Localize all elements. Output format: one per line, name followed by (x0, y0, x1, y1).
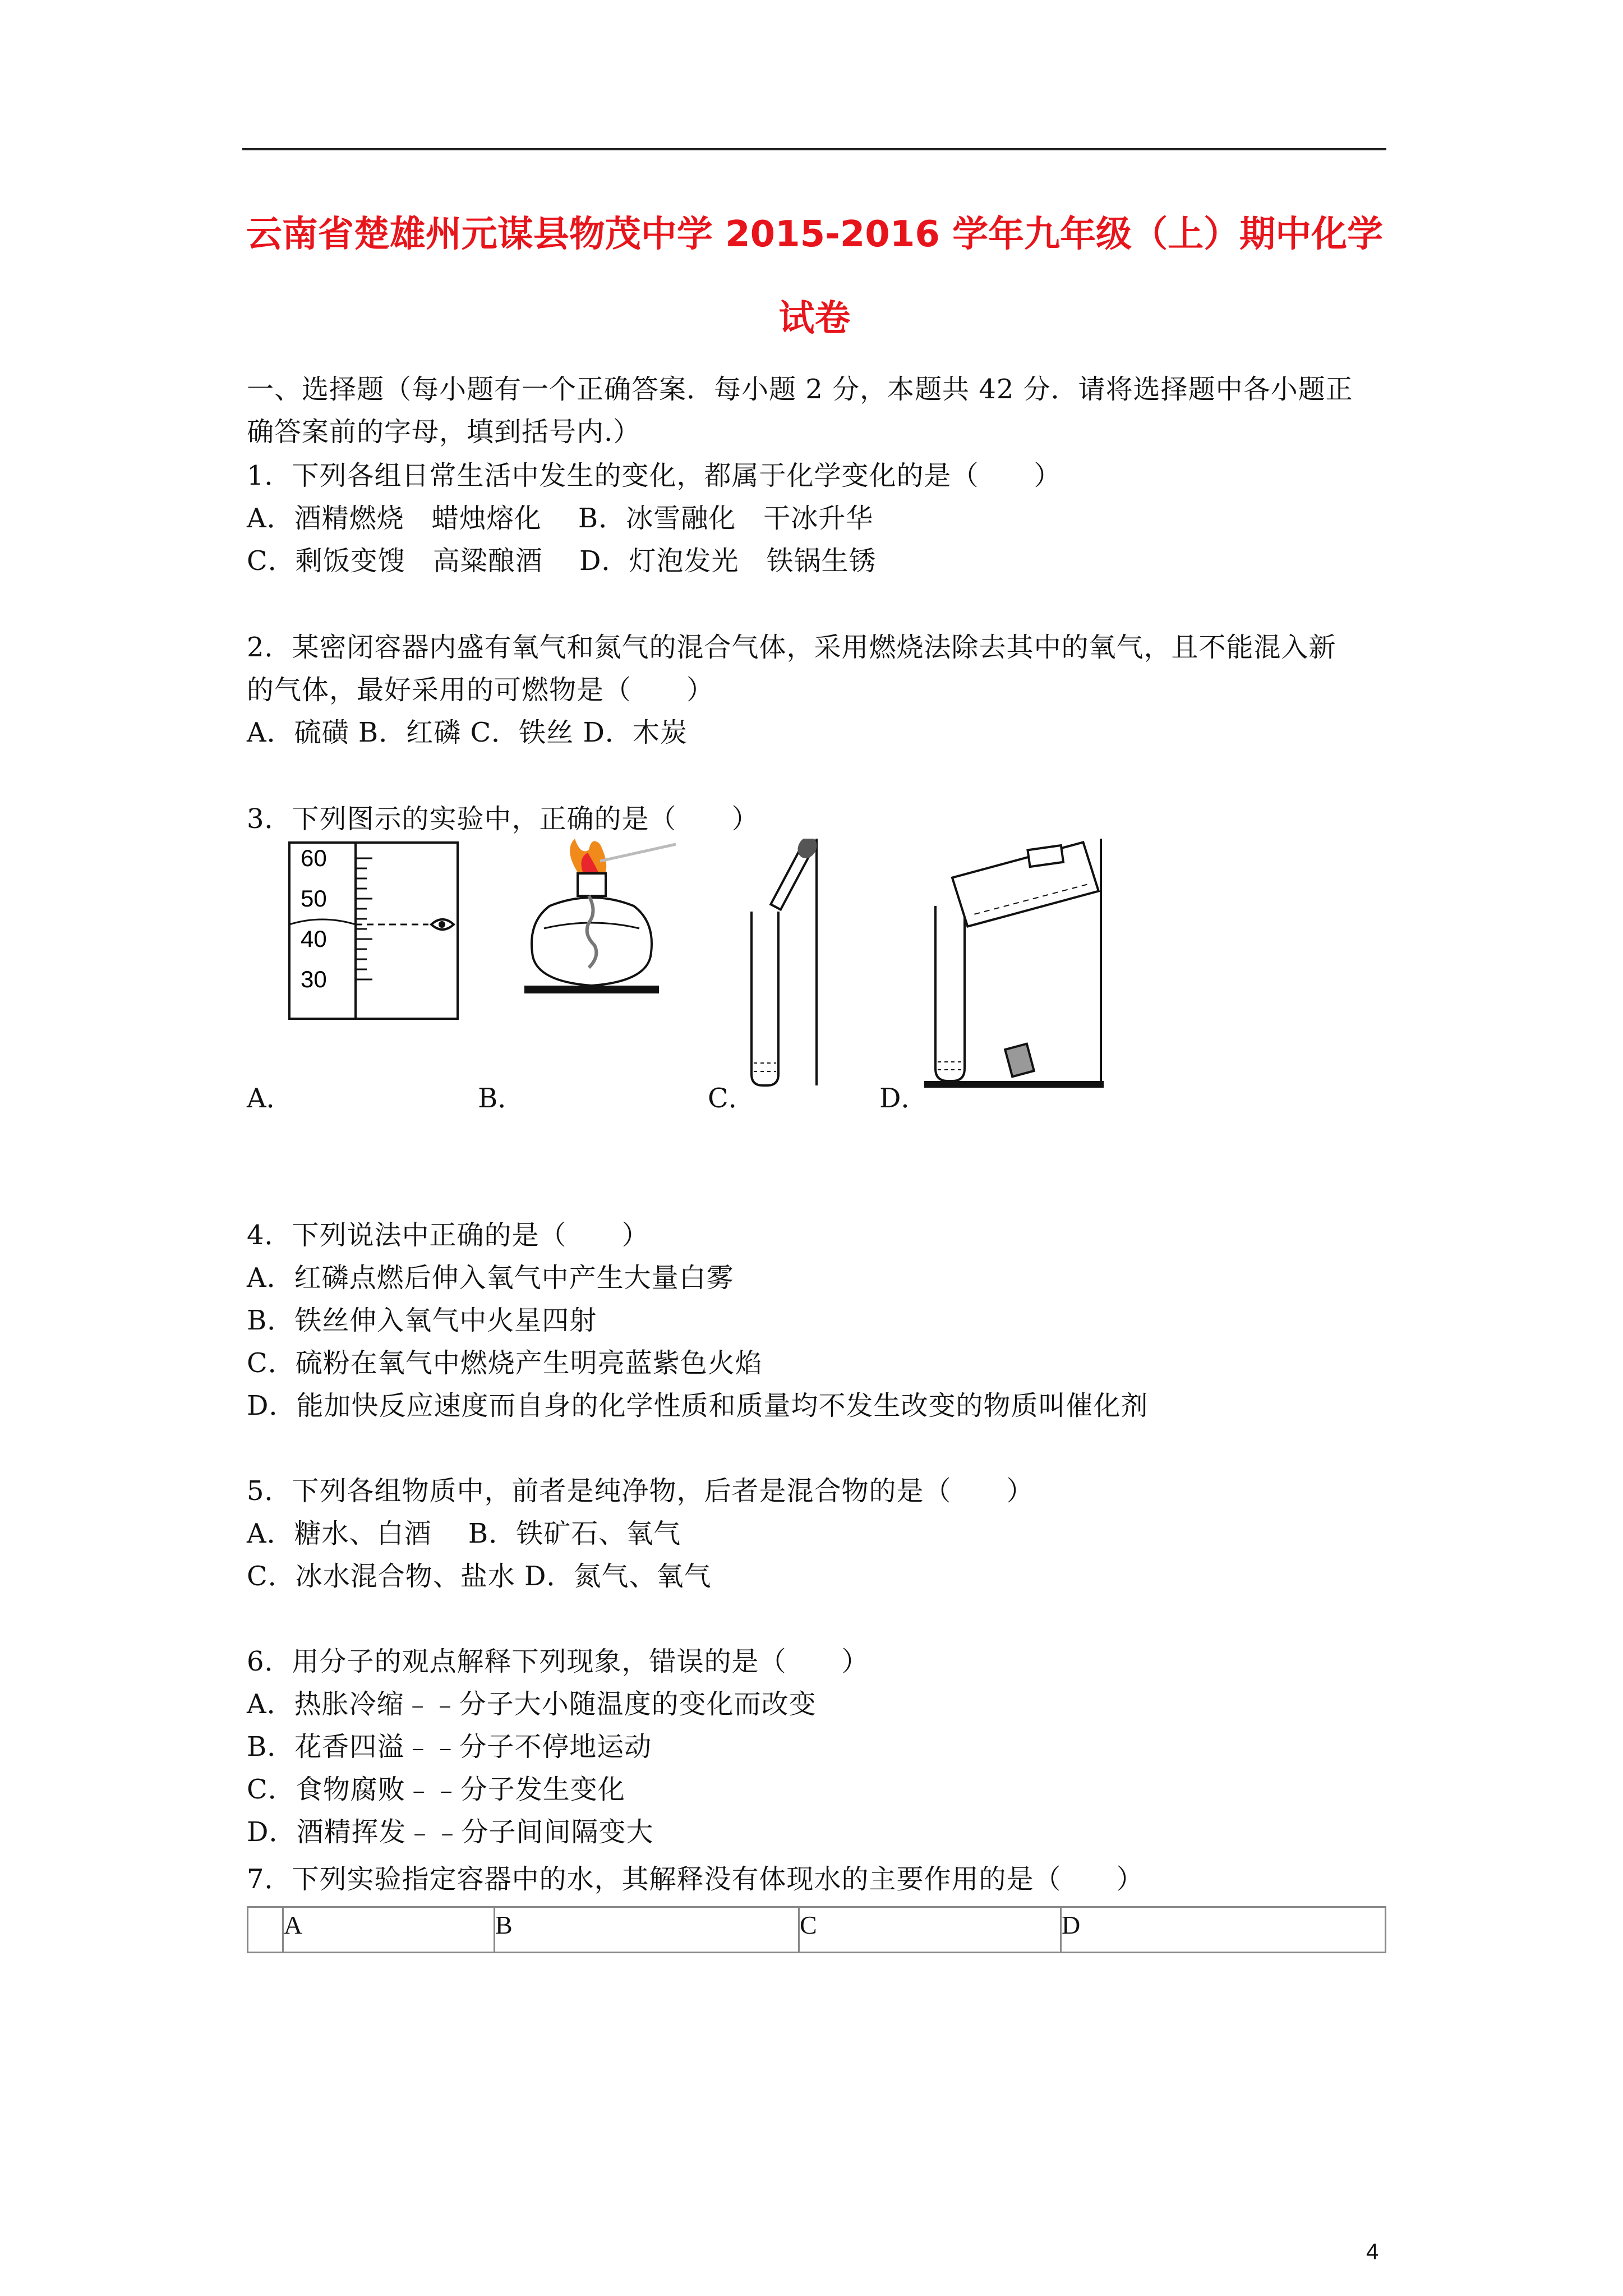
q4-option-d: D．能加快反应速度而自身的化学性质和质量均不发生改变的物质叫催化剂 (247, 1390, 1149, 1421)
q4-option-a: A．红磷点燃后伸入氧气中产生大量白雾 (247, 1262, 734, 1294)
table-header-d: D (1061, 1907, 1386, 1953)
q7-stem: 7．下列实验指定容器中的水，其解释没有体现水的主要作用的是（ ） (247, 1864, 1144, 1895)
q3-label-a: A． (247, 1083, 293, 1114)
table-row (248, 1907, 1386, 1953)
q6-stem: 6．用分子的观点解释下列现象，错误的是（ ） (247, 1646, 869, 1677)
page-number: 4 (1366, 2239, 1379, 2264)
page-title-line2: 试卷 (778, 298, 851, 339)
cylinder-tick-60: 60 (301, 845, 327, 871)
section-heading-line2: 确答案前的字母，填到括号内.） (247, 416, 641, 448)
q3-label-d: D． (879, 1083, 928, 1114)
q3-figure-a-cylinder (288, 841, 462, 1021)
q3-label-b: B． (478, 1083, 525, 1114)
q4-stem: 4．下列说法中正确的是（ ） (247, 1220, 649, 1251)
q3-stem: 3．下列图示的实验中，正确的是（ ） (247, 803, 759, 835)
table-header-b: B (495, 1907, 799, 1953)
q2-stem-line1: 2．某密闭容器内盛有氧气和氮气的混合气体，采用燃烧法除去其中的氧气，且不能混入新 (247, 632, 1336, 663)
q5-options-row2: C．冰水混合物、盐水 D．氮气、氧气 (247, 1561, 712, 1592)
q5-options-row1: A．糖水、白酒 B．铁矿石、氧气 (247, 1518, 681, 1549)
page-title-line1: 云南省楚雄州元谋县物茂中学 2015-2016 学年九年级（上）期中化学 (246, 214, 1384, 255)
q2-options: A．硫磺 B．红磷 C．铁丝 D．木炭 (247, 717, 688, 748)
cylinder-tick-40: 40 (301, 926, 327, 952)
q6-option-d: D．酒精挥发﹣﹣分子间间隔变大 (247, 1816, 654, 1848)
q6-option-a: A．热胀冷缩﹣﹣分子大小随温度的变化而改变 (247, 1688, 817, 1720)
q1-options-row1: A．酒精燃烧 蜡烛熔化 B．冰雪融化 干冰升华 (247, 503, 874, 534)
q7-table (247, 1906, 1386, 1953)
q4-option-b: B．铁丝伸入氧气中火星四射 (247, 1305, 597, 1336)
q4-option-c: C．硫粉在氧气中燃烧产生明亮蓝紫色火焰 (247, 1347, 763, 1379)
cylinder-tick-50: 50 (301, 885, 327, 912)
table-header-a: A (283, 1907, 495, 1953)
section-heading-line1: 一、选择题（每小题有一个正确答案．每小题 2 分，本题共 42 分．请将选择题中各小题正 (247, 374, 1353, 405)
table-spacer-cell (248, 1907, 283, 1953)
q3-figure-c-dropper (728, 839, 818, 1091)
q5-stem: 5．下列各组物质中，前者是纯净物，后者是混合物的是（ ） (247, 1475, 1034, 1507)
q3-figure-b-alcohol-lamp (510, 839, 679, 1018)
cylinder-tick-30: 30 (301, 966, 327, 992)
table-header-c: C (799, 1907, 1061, 1953)
eye-icon (431, 919, 454, 930)
q1-stem: 1．下列各组日常生活中发生的变化，都属于化学变化的是（ ） (247, 460, 1062, 491)
q3-label-c: C． (708, 1083, 755, 1114)
q3-figure-d-pouring (919, 839, 1109, 1091)
q1-options-row2: C．剩饭变馊 高粱酿酒 D．灯泡发光 铁锅生锈 (247, 545, 877, 577)
q2-stem-line2: 的气体，最好采用的可燃物是（ ） (247, 674, 714, 706)
q6-option-c: C．食物腐败﹣﹣分子发生变化 (247, 1774, 625, 1805)
header-rule (242, 148, 1386, 150)
q6-option-b: B．花香四溢﹣﹣分子不停地运动 (247, 1731, 652, 1763)
